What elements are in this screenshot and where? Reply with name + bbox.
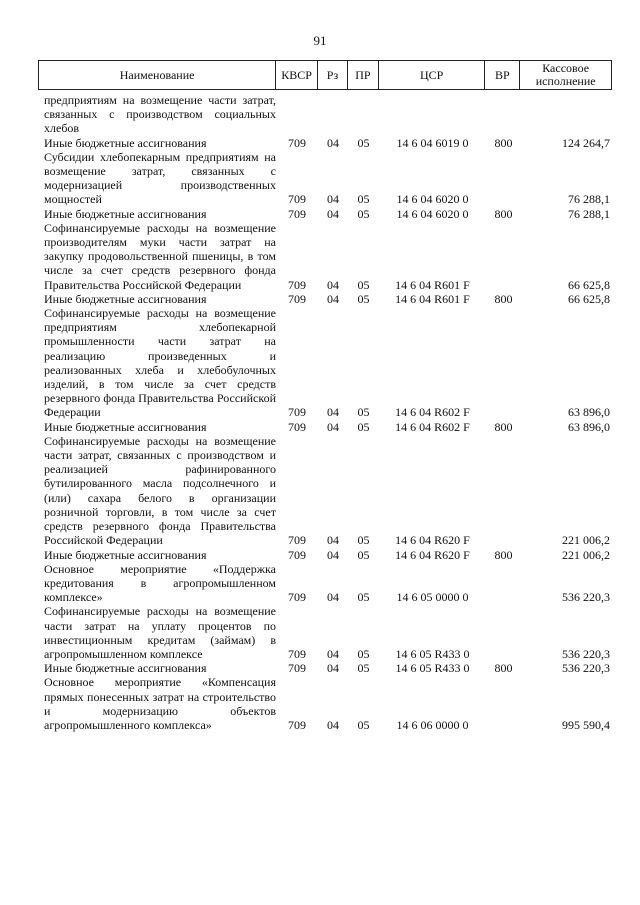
table-header [38,60,612,90]
row-vr: 800 [494,419,513,434]
row-kvsr: 709 [288,135,306,150]
row-csr: 14 6 04 R620 F [395,547,470,562]
row-rz: 04 [327,646,339,661]
row-rz: 04 [327,192,339,207]
row-rz: 04 [327,135,339,150]
row-csr: 14 6 04 6020 0 [396,206,469,221]
row-name: Основное мероприятие «Компенсация прямых понесенных затрат на строительство и модернизацию объектов агропромышленного комплекса» [44,675,276,732]
row-sum: 536 220,3 [562,590,610,605]
row-csr: 14 6 05 R433 0 [395,646,470,661]
row-rz: 04 [327,590,339,605]
row-name: Основное мероприятие «Поддержка кредитования в агропромышленном комплексе» [44,561,276,605]
table-row [38,420,612,434]
row-pr: 05 [357,533,370,548]
row-sum: 66 625,8 [568,277,610,292]
row-rz: 04 [327,277,339,292]
row-sum: 66 625,8 [568,291,610,306]
table-row [38,221,612,292]
row-name: Иные бюджетные ассигнования [44,419,207,434]
header-kvsr: КВСР [276,61,318,89]
row-name: Софинансируемые расходы на возмещение предприятиям хлебопекарной промышленности части затрат на реализацию произведенных и реализованных хлеба и хлебобулочных изделий, в том числе за счет средств резервного фонда Правительства Российской Федерации [44,306,276,420]
row-sum: 124 264,7 [562,135,610,150]
row-name: Иные бюджетные ассигнования [44,135,207,150]
row-pr: 05 [357,192,370,207]
row-csr: 14 6 06 0000 0 [396,717,469,732]
row-pr: 05 [357,405,370,420]
row-sum: 76 288,1 [568,192,610,207]
header-vr: ВР [485,61,520,89]
table-row [38,434,612,548]
row-csr: 14 6 05 0000 0 [396,590,469,605]
row-csr: 14 6 04 R602 F [395,419,470,434]
row-name: Субсидии хлебопекарным предприятиям на возмещение затрат, связанных с модернизацией производственных мощностей [44,149,276,207]
row-pr: 05 [357,291,370,306]
table-row [38,562,612,605]
row-name: Иные бюджетные ассигнования [44,547,207,562]
row-name: Софинансируемые расходы на возмещение производителям муки части затрат на закупку продовольственной пшеницы, в том числе за счет средств резервного фонда Правительства Российской Федерации [44,220,276,292]
header-rz: Рз [318,61,348,89]
row-pr: 05 [357,277,370,292]
row-rz: 04 [327,547,339,562]
row-kvsr: 709 [288,533,306,548]
row-rz: 04 [327,717,339,732]
table-row [38,306,612,420]
row-name: Иные бюджетные ассигнования [44,206,207,221]
row-csr: 14 6 04 6020 0 [396,192,469,207]
table-row [38,675,612,732]
table-row [38,207,612,221]
row-kvsr: 709 [288,661,306,676]
row-kvsr: 709 [288,277,306,292]
row-csr: 14 6 05 R433 0 [395,661,470,676]
row-kvsr: 709 [288,405,306,420]
row-pr: 05 [357,661,370,676]
row-sum: 536 220,3 [562,646,610,661]
row-kvsr: 709 [288,590,306,605]
row-pr: 05 [357,590,370,605]
row-sum: 63 896,0 [568,405,610,420]
row-rz: 04 [327,533,339,548]
header-name: Наименование [39,61,276,89]
row-sum: 76 288,1 [568,206,610,221]
row-rz: 04 [327,291,339,306]
row-kvsr: 709 [288,717,306,732]
row-kvsr: 709 [288,291,306,306]
row-csr: 14 6 04 6019 0 [396,135,469,150]
row-pr: 05 [357,135,370,150]
table-body [38,93,612,732]
row-pr: 05 [357,717,370,732]
table-row [38,548,612,562]
row-csr: 14 6 04 R601 F [395,291,470,306]
row-vr: 800 [494,135,513,150]
row-name: предприятиям на возмещение части затрат, связанных с производством социальных хлебов [44,93,276,136]
row-vr: 800 [494,291,513,306]
row-rz: 04 [327,206,339,221]
row-pr: 05 [357,646,370,661]
row-rz: 04 [327,419,339,434]
row-name: Иные бюджетные ассигнования [44,291,207,306]
row-pr: 05 [357,547,370,562]
row-csr: 14 6 04 R601 F [395,277,470,292]
row-csr: 14 6 04 R602 F [395,405,470,420]
header-sum: Кассовое исполнение [535,61,596,88]
table-row [38,93,612,136]
row-rz: 04 [327,661,339,676]
table-row [38,604,612,661]
row-sum: 221 006,2 [562,533,610,548]
row-name: Софинансируемые расходы на возмещение части затрат, связанных с производством и реализацией рафинированного бутилированного масла подсолнечного и (или) сахара белого в организации розничной торговли, в том числе за счет средств резервного фонда Правительства Российской Федерации [44,433,276,548]
row-sum: 221 006,2 [562,547,610,562]
header-pr: ПР [348,61,379,89]
row-kvsr: 709 [288,192,306,207]
row-sum: 63 896,0 [568,419,610,434]
row-kvsr: 709 [288,419,306,434]
row-vr: 800 [494,206,513,221]
row-csr: 14 6 04 R620 F [395,533,470,548]
table-row [38,292,612,306]
row-name: Софинансируемые расходы на возмещение части затрат на уплату процентов по инвестиционным кредитам (займам) в агропромышленном комплексе [44,604,276,661]
row-sum: 536 220,3 [562,661,610,676]
page-number: 91 [313,33,327,48]
row-vr: 800 [494,661,513,676]
row-sum: 995 590,4 [562,717,610,732]
row-kvsr: 709 [288,206,306,221]
table-row [38,661,612,675]
row-pr: 05 [357,419,370,434]
row-kvsr: 709 [288,646,306,661]
row-vr: 800 [494,547,513,562]
row-name: Иные бюджетные ассигнования [44,661,207,676]
row-rz: 04 [327,405,339,420]
header-csr: ЦСР [379,61,486,89]
row-pr: 05 [357,206,370,221]
table-row [38,150,612,207]
table-row [38,136,612,150]
row-kvsr: 709 [288,547,306,562]
